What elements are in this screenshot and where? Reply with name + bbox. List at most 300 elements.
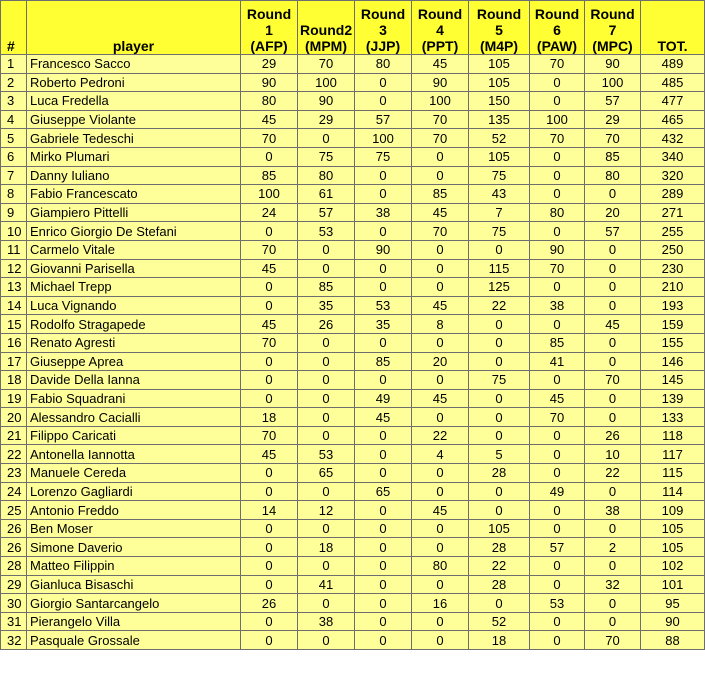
player-name-cell: Roberto Pedroni (27, 73, 241, 92)
rank-cell: 26 (1, 538, 27, 557)
round-5-score-cell: 75 (469, 166, 530, 185)
round-6-score-cell: 85 (530, 333, 585, 352)
table-row (1, 408, 705, 427)
round-2-score-cell: 0 (298, 482, 355, 501)
round-1-score-cell: 80 (241, 92, 298, 111)
round-6-score-cell: 45 (530, 389, 585, 408)
round-4-score-cell: 0 (412, 408, 469, 427)
player-name-cell: Giuseppe Violante (27, 110, 241, 129)
round-1-score-cell: 0 (241, 371, 298, 390)
player-name-cell: Davide Della Ianna (27, 371, 241, 390)
round-1-header (241, 1, 298, 55)
rank-cell: 11 (1, 240, 27, 259)
rank-cell: 29 (1, 575, 27, 594)
round-7-score-cell: 100 (585, 73, 641, 92)
round-4-score-cell: 0 (412, 482, 469, 501)
rank-header: # (1, 1, 27, 55)
round-6-score-cell: 0 (530, 426, 585, 445)
player-name-cell: Francesco Sacco (27, 55, 241, 74)
rank-cell: 31 (1, 612, 27, 631)
round-4-score-cell: 70 (412, 110, 469, 129)
round-4-score-cell: 0 (412, 464, 469, 483)
table-row (1, 222, 705, 241)
round-2-score-cell: 100 (298, 73, 355, 92)
table-row (1, 203, 705, 222)
table-row (1, 296, 705, 315)
round-header-code: (JJP) (365, 38, 401, 54)
round-header-number: 1 (265, 22, 273, 38)
round-7-score-cell: 90 (585, 55, 641, 74)
round-header-number: 4 (436, 22, 444, 38)
round-header-number: 5 (495, 22, 503, 38)
round-5-score-cell: 52 (469, 129, 530, 148)
round-header-line: Round (590, 6, 635, 22)
round-6-score-cell: 41 (530, 352, 585, 371)
round-6-score-cell: 0 (530, 519, 585, 538)
player-name-cell: Mirko Plumari (27, 147, 241, 166)
round-7-score-cell: 29 (585, 110, 641, 129)
round-2-score-cell: 0 (298, 631, 355, 650)
round-3-score-cell: 0 (355, 92, 412, 111)
round-6-score-cell: 0 (530, 147, 585, 166)
round-header-line: Round (417, 6, 463, 22)
round-3-score-cell: 53 (355, 296, 412, 315)
round-5-score-cell: 28 (469, 538, 530, 557)
round-5-score-cell: 22 (469, 296, 530, 315)
round-2-score-cell: 41 (298, 575, 355, 594)
total-cell: 320 (641, 166, 705, 185)
round-5-score-cell: 0 (469, 501, 530, 520)
round-6-score-cell: 0 (530, 278, 585, 297)
total-cell: 101 (641, 575, 705, 594)
round-2-score-cell: 0 (298, 333, 355, 352)
round-6-score-cell: 0 (530, 445, 585, 464)
round-6-header (530, 1, 585, 55)
round-5-score-cell: 135 (469, 110, 530, 129)
round-5-score-cell: 105 (469, 519, 530, 538)
table-row (1, 519, 705, 538)
round-4-score-cell: 45 (412, 55, 469, 74)
round-5-score-cell: 105 (469, 55, 530, 74)
player-name-cell: Enrico Giorgio De Stefani (27, 222, 241, 241)
round-5-score-cell: 28 (469, 464, 530, 483)
round-6-score-cell: 100 (530, 110, 585, 129)
round-2-score-cell: 57 (298, 203, 355, 222)
table-row (1, 110, 705, 129)
table-row (1, 445, 705, 464)
round-7-score-cell: 0 (585, 612, 641, 631)
round-3-score-cell: 0 (355, 445, 412, 464)
rank-cell: 28 (1, 557, 27, 576)
round-4-score-cell: 0 (412, 371, 469, 390)
player-name-cell: Renato Agresti (27, 333, 241, 352)
round-6-score-cell: 0 (530, 222, 585, 241)
round-6-score-cell: 0 (530, 73, 585, 92)
round-1-score-cell: 0 (241, 631, 298, 650)
round-7-score-cell: 85 (585, 147, 641, 166)
total-cell: 88 (641, 631, 705, 650)
rank-cell: 7 (1, 166, 27, 185)
round-6-score-cell: 0 (530, 612, 585, 631)
round-7-score-cell: 38 (585, 501, 641, 520)
total-cell: 250 (641, 240, 705, 259)
round-header-number: 6 (553, 22, 561, 38)
rank-cell: 12 (1, 259, 27, 278)
table-row (1, 464, 705, 483)
round-1-score-cell: 85 (241, 166, 298, 185)
player-name-cell: Luca Vignando (27, 296, 241, 315)
round-3-score-cell: 0 (355, 371, 412, 390)
player-name-cell: Giuseppe Aprea (27, 352, 241, 371)
round-7-score-cell: 80 (585, 166, 641, 185)
round-4-score-cell: 45 (412, 501, 469, 520)
round-4-score-cell: 45 (412, 389, 469, 408)
round-1-score-cell: 0 (241, 278, 298, 297)
table-row (1, 426, 705, 445)
round-5-score-cell: 0 (469, 315, 530, 334)
round-6-score-cell: 0 (530, 166, 585, 185)
round-4-score-cell: 22 (412, 426, 469, 445)
total-cell: 95 (641, 594, 705, 613)
round-4-score-cell: 0 (412, 278, 469, 297)
table-row (1, 278, 705, 297)
round-6-score-cell: 0 (530, 315, 585, 334)
round-3-score-cell: 0 (355, 538, 412, 557)
round-5-score-cell: 75 (469, 371, 530, 390)
round-6-score-cell: 70 (530, 55, 585, 74)
round-5-header (469, 1, 530, 55)
round-3-score-cell: 0 (355, 501, 412, 520)
total-cell: 145 (641, 371, 705, 390)
player-name-cell: Alessandro Cacialli (27, 408, 241, 427)
table-row (1, 73, 705, 92)
round-6-score-cell: 0 (530, 557, 585, 576)
round-7-score-cell: 0 (585, 482, 641, 501)
round-1-score-cell: 0 (241, 296, 298, 315)
total-cell: 102 (641, 557, 705, 576)
rank-cell: 8 (1, 185, 27, 204)
table-header (1, 1, 705, 55)
round-1-score-cell: 70 (241, 426, 298, 445)
round-1-score-cell: 0 (241, 147, 298, 166)
round-2-score-cell: 12 (298, 501, 355, 520)
round-4-score-cell: 16 (412, 594, 469, 613)
round-4-score-cell: 20 (412, 352, 469, 371)
round-2-score-cell: 70 (298, 55, 355, 74)
round-1-score-cell: 45 (241, 315, 298, 334)
round-7-score-cell: 0 (585, 594, 641, 613)
rank-cell: 18 (1, 371, 27, 390)
round-4-score-cell: 8 (412, 315, 469, 334)
round-1-score-cell: 45 (241, 110, 298, 129)
round-2-score-cell: 0 (298, 240, 355, 259)
player-name-cell: Antonella Iannotta (27, 445, 241, 464)
table-row (1, 538, 705, 557)
round-2-score-cell: 0 (298, 371, 355, 390)
round-7-score-cell: 57 (585, 222, 641, 241)
rank-cell: 19 (1, 389, 27, 408)
round-2-score-cell: 61 (298, 185, 355, 204)
total-cell: 489 (641, 55, 705, 74)
round-5-score-cell: 22 (469, 557, 530, 576)
rank-cell: 26 (1, 519, 27, 538)
round-6-score-cell: 0 (530, 631, 585, 650)
round-2-score-cell: 29 (298, 110, 355, 129)
table-row (1, 631, 705, 650)
round-5-score-cell: 0 (469, 426, 530, 445)
table-row (1, 315, 705, 334)
total-cell: 271 (641, 203, 705, 222)
round-1-score-cell: 45 (241, 445, 298, 464)
round-5-score-cell: 0 (469, 389, 530, 408)
table-row (1, 389, 705, 408)
total-cell: 105 (641, 519, 705, 538)
round-7-score-cell: 20 (585, 203, 641, 222)
table-row (1, 612, 705, 631)
round-1-score-cell: 0 (241, 538, 298, 557)
round-7-score-cell: 2 (585, 538, 641, 557)
round-3-score-cell: 0 (355, 612, 412, 631)
rank-cell: 9 (1, 203, 27, 222)
round-3-score-cell: 0 (355, 185, 412, 204)
round-4-score-cell: 0 (412, 631, 469, 650)
table-row (1, 371, 705, 390)
rank-cell: 1 (1, 55, 27, 74)
round-1-score-cell: 0 (241, 389, 298, 408)
round-1-score-cell: 90 (241, 73, 298, 92)
rank-cell: 15 (1, 315, 27, 334)
round-7-score-cell: 0 (585, 333, 641, 352)
table-row (1, 501, 705, 520)
round-6-score-cell: 0 (530, 501, 585, 520)
round-3-score-cell: 85 (355, 352, 412, 371)
round-4-score-cell: 80 (412, 557, 469, 576)
round-2-score-cell: 53 (298, 445, 355, 464)
player-name-cell: Pierangelo Villa (27, 612, 241, 631)
round-6-score-cell: 80 (530, 203, 585, 222)
round-6-score-cell: 70 (530, 408, 585, 427)
round-3-score-cell: 0 (355, 575, 412, 594)
round-3-score-cell: 0 (355, 594, 412, 613)
round-4-score-cell: 90 (412, 73, 469, 92)
round-6-score-cell: 0 (530, 575, 585, 594)
round-7-score-cell: 45 (585, 315, 641, 334)
round-7-score-cell: 0 (585, 519, 641, 538)
total-cell: 289 (641, 185, 705, 204)
round-3-score-cell: 0 (355, 166, 412, 185)
round-2-score-cell: 0 (298, 129, 355, 148)
total-cell: 105 (641, 538, 705, 557)
round-1-score-cell: 45 (241, 259, 298, 278)
round-7-score-cell: 0 (585, 278, 641, 297)
round-2-score-cell: 80 (298, 166, 355, 185)
round-1-score-cell: 0 (241, 557, 298, 576)
player-name-cell: Luca Fredella (27, 92, 241, 111)
rank-cell: 30 (1, 594, 27, 613)
round-5-score-cell: 0 (469, 482, 530, 501)
player-name-cell: Gabriele Tedeschi (27, 129, 241, 148)
rank-cell: 14 (1, 296, 27, 315)
round-4-score-cell: 0 (412, 166, 469, 185)
total-cell: 146 (641, 352, 705, 371)
round-2-score-cell: 0 (298, 259, 355, 278)
round-3-score-cell: 0 (355, 259, 412, 278)
rank-cell: 22 (1, 445, 27, 464)
total-cell: 159 (641, 315, 705, 334)
round-7-score-cell: 70 (585, 371, 641, 390)
rank-cell: 16 (1, 333, 27, 352)
total-cell: 340 (641, 147, 705, 166)
player-name-cell: Fabio Squadrani (27, 389, 241, 408)
round-7-header (585, 1, 641, 55)
player-name-cell: Rodolfo Stragapede (27, 315, 241, 334)
rank-cell: 13 (1, 278, 27, 297)
player-name-cell: Gianluca Bisaschi (27, 575, 241, 594)
table-row (1, 92, 705, 111)
round-7-score-cell: 0 (585, 185, 641, 204)
round-4-score-cell: 4 (412, 445, 469, 464)
player-name-cell: Giampiero Pittelli (27, 203, 241, 222)
round-7-score-cell: 70 (585, 631, 641, 650)
rank-cell: 2 (1, 73, 27, 92)
round-1-score-cell: 0 (241, 575, 298, 594)
round-7-score-cell: 32 (585, 575, 641, 594)
round-2-score-cell: 18 (298, 538, 355, 557)
round-header-line: Round (534, 6, 580, 22)
round-header-number: 7 (608, 22, 617, 38)
table-row (1, 129, 705, 148)
round-5-score-cell: 0 (469, 594, 530, 613)
round-6-score-cell: 53 (530, 594, 585, 613)
table-row (1, 594, 705, 613)
round-3-score-cell: 35 (355, 315, 412, 334)
total-cell: 485 (641, 73, 705, 92)
player-name-cell: Ben Moser (27, 519, 241, 538)
round-3-score-cell: 80 (355, 55, 412, 74)
round-3-score-cell: 75 (355, 147, 412, 166)
table-row (1, 147, 705, 166)
round-2-score-cell: 0 (298, 557, 355, 576)
total-header: TOT. (641, 1, 705, 55)
round-2-score-cell: 90 (298, 92, 355, 111)
round-1-score-cell: 0 (241, 519, 298, 538)
table-row (1, 240, 705, 259)
round-5-score-cell: 7 (469, 203, 530, 222)
round-header-code: (MPC) (592, 38, 633, 54)
round-1-score-cell: 70 (241, 129, 298, 148)
round-4-score-cell: 0 (412, 519, 469, 538)
round-2-score-cell: 35 (298, 296, 355, 315)
round-3-score-cell: 57 (355, 110, 412, 129)
round-4-score-cell: 0 (412, 333, 469, 352)
round-6-score-cell: 70 (530, 129, 585, 148)
round-5-score-cell: 75 (469, 222, 530, 241)
round-header-line: Round (476, 6, 522, 22)
round-7-score-cell: 0 (585, 259, 641, 278)
round-1-score-cell: 100 (241, 185, 298, 204)
rank-cell: 4 (1, 110, 27, 129)
round-3-score-cell: 0 (355, 557, 412, 576)
round-1-score-cell: 24 (241, 203, 298, 222)
player-name-cell: Antonio Freddo (27, 501, 241, 520)
total-cell: 255 (641, 222, 705, 241)
rank-cell: 24 (1, 482, 27, 501)
rank-cell: 6 (1, 147, 27, 166)
total-cell: 115 (641, 464, 705, 483)
round-4-score-cell: 85 (412, 185, 469, 204)
rank-cell: 23 (1, 464, 27, 483)
rank-cell: 32 (1, 631, 27, 650)
round-3-score-cell: 0 (355, 519, 412, 538)
round-3-score-cell: 0 (355, 631, 412, 650)
player-name-cell: Danny Iuliano (27, 166, 241, 185)
round-4-score-cell: 100 (412, 92, 469, 111)
round-header-code: (AFP) (250, 38, 288, 54)
rank-cell: 5 (1, 129, 27, 148)
round-5-score-cell: 0 (469, 240, 530, 259)
table-row (1, 333, 705, 352)
round-5-score-cell: 0 (469, 352, 530, 371)
round-4-score-cell: 70 (412, 129, 469, 148)
round-2-score-cell: 26 (298, 315, 355, 334)
round-3-score-cell: 0 (355, 278, 412, 297)
round-7-score-cell: 10 (585, 445, 641, 464)
round-header-number: 3 (379, 22, 387, 38)
total-cell: 114 (641, 482, 705, 501)
round-1-score-cell: 0 (241, 612, 298, 631)
total-cell: 90 (641, 612, 705, 631)
round-3-score-cell: 38 (355, 203, 412, 222)
player-name-cell: Simone Daverio (27, 538, 241, 557)
table-row (1, 352, 705, 371)
round-6-score-cell: 0 (530, 371, 585, 390)
round-2-score-cell: 0 (298, 352, 355, 371)
round-3-score-cell: 0 (355, 222, 412, 241)
round-header-line: Round2 (300, 22, 353, 38)
round-1-score-cell: 0 (241, 464, 298, 483)
round-4-header (412, 1, 469, 55)
round-3-score-cell: 65 (355, 482, 412, 501)
round-2-score-cell: 0 (298, 426, 355, 445)
round-1-score-cell: 0 (241, 222, 298, 241)
player-name-cell: Giorgio Santarcangelo (27, 594, 241, 613)
round-3-score-cell: 0 (355, 464, 412, 483)
round-5-score-cell: 105 (469, 147, 530, 166)
round-4-score-cell: 45 (412, 203, 469, 222)
round-header-code: (M4P) (479, 38, 519, 54)
total-cell: 109 (641, 501, 705, 520)
round-5-score-cell: 52 (469, 612, 530, 631)
table-row (1, 166, 705, 185)
rank-cell: 17 (1, 352, 27, 371)
round-5-score-cell: 105 (469, 73, 530, 92)
player-name-cell: Pasquale Grossale (27, 631, 241, 650)
round-5-score-cell: 115 (469, 259, 530, 278)
total-cell: 139 (641, 389, 705, 408)
round-5-score-cell: 43 (469, 185, 530, 204)
round-3-score-cell: 0 (355, 73, 412, 92)
round-6-score-cell: 49 (530, 482, 585, 501)
round-6-score-cell: 0 (530, 185, 585, 204)
table-row (1, 259, 705, 278)
round-7-score-cell: 57 (585, 92, 641, 111)
round-1-score-cell: 70 (241, 333, 298, 352)
round-2-score-cell: 0 (298, 408, 355, 427)
round-5-score-cell: 28 (469, 575, 530, 594)
round-7-score-cell: 0 (585, 240, 641, 259)
round-2-score-cell: 85 (298, 278, 355, 297)
round-header-code: (MPM) (305, 38, 347, 54)
